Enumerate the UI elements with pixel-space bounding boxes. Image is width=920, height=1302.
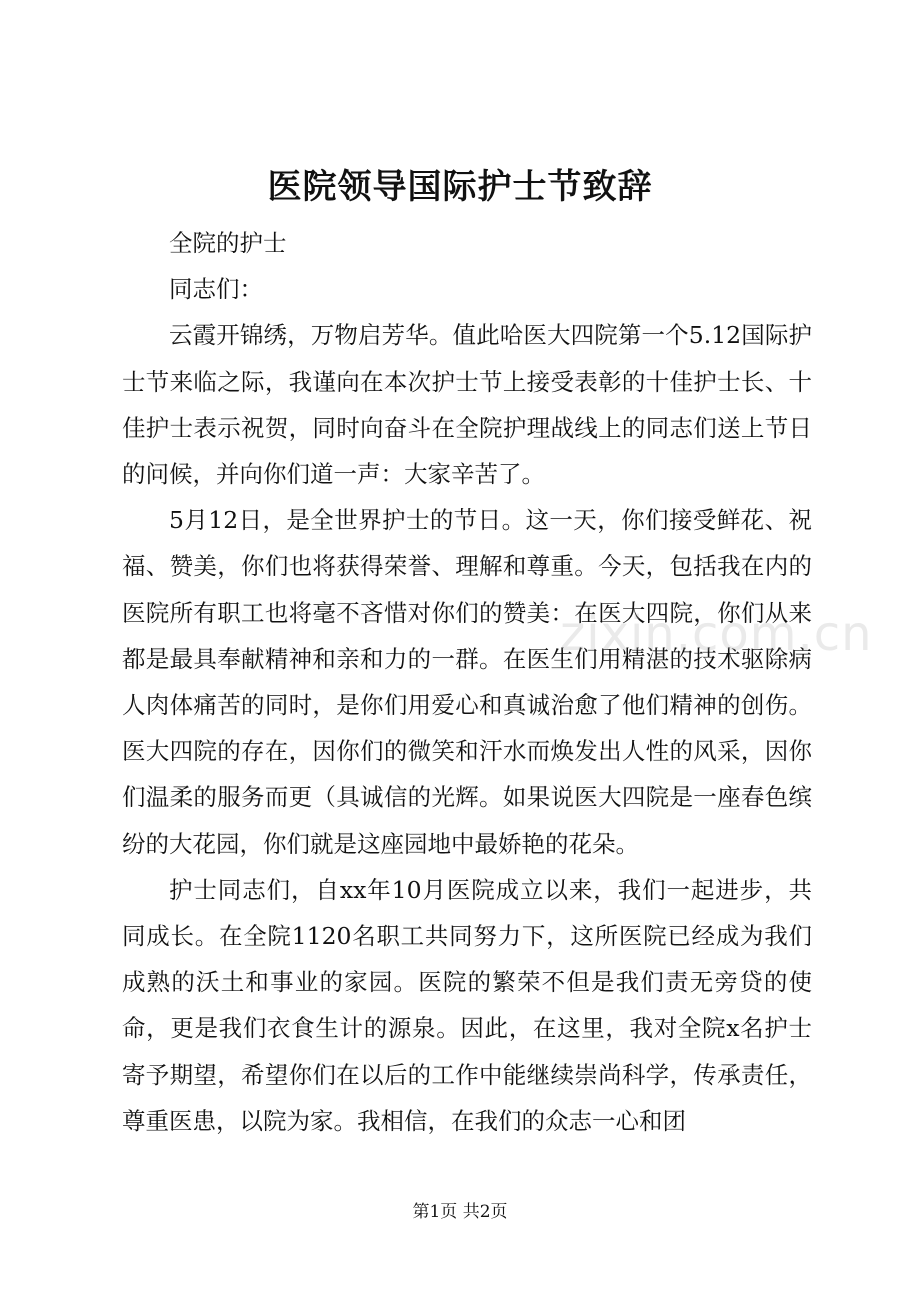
document-body bbox=[122, 220, 812, 1144]
body-paragraph: 5月12日，是全世界护士的节日。这一天，你们接受鲜花、祝福、赞美，你们也将获得荣誉、理解和尊重。今天，包括我在内的医院所有职工也将毫不吝惜对你们的赞美：在医大四院，你们从来都是最具奉献精神和亲和力的一群。在医生们用精湛的技术驱除病人肉体痛苦的同时，是你们用爱心和真诚治愈了他们精神的创伤。医大四院的存在，因你们的微笑和汗水而焕发出人性的风采，因你们温柔的服务而更（具诚信的光辉。如果说医大四院是一座春色缤纷的大花园，你们就是这座园地中最娇艳的花朵。 bbox=[122, 506, 812, 858]
salutation-greeting: 同志们： bbox=[169, 275, 263, 304]
salutation-recipients: 全院的护士 bbox=[169, 229, 287, 257]
page-footer: 第1页 共2页 bbox=[412, 1202, 508, 1222]
body-paragraph: 云霞开锦绣，万物启芳华。值此哈医大四院第一个5.12国际护士节来临之际，我谨向在本次护士节上接受表彰的十佳护士长、十佳护士表示祝贺，同时向奋斗在全院护理战线上的同志们送上节日的问候，并向你们道一声：大家辛苦了。 bbox=[122, 321, 812, 489]
document-title: 医院领导国际护士节致辞 bbox=[267, 167, 653, 207]
watermark: zixin.com.cn bbox=[560, 606, 873, 662]
body-paragraph: 护士同志们，自xx年10月医院成立以来，我们一起进步，共同成长。在全院1120名职工共同努力下，这所医院已经成为我们成熟的沃土和事业的家园。医院的繁荣不但是我们责无旁贷的使命，更是我们衣食生计的源泉。因此，在这里，我对全院x名护士寄予期望，希望你们在以后的工作中能继续崇尚科学，传承责任，尊重医患，以院为家。我相信，在我们的众志一心和团 bbox=[122, 875, 812, 1135]
